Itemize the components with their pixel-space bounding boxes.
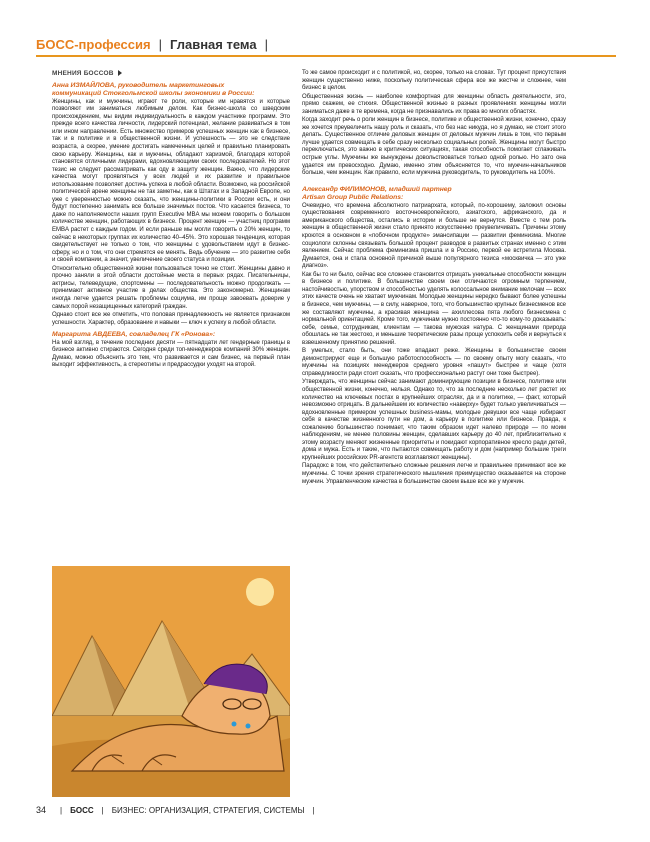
paragraph: Очевидно, что времена абсолютного патриархата, который, по-хорошему, заложил основы существования современного восточноевропейского, азиатского, африканского, да и американского общества, остались в истории и больше не вернутся. Вместе с тем роль женщин в общественной жизни стало принято искусственно преувеличивать. Причины этому кроются в основном в «побочном продукте» эмансипации — развитии феминизма. Многие социологи склонны связывать большой процент разводов в развитых странах именно с этим явлением. Сейчас проблема феминизма пришла и в Россию, первой ее встретила Москва. Думается, она и стала основной причиной выше популярного тезиса «москвичка — это уже диагноз». bbox=[302, 202, 566, 270]
header-separator: | bbox=[158, 36, 162, 52]
paragraph: Когда заходит речь о роли женщин в бизнесе, политике и общественной жизни, конечно, сразу же хочется преувеличить нашу роль и сказать, что без нас никуда, но я думаю, не стоит этого делать. Существенное отличие деловых женщин от деловых мужчин лишь в том, что первым лучше удается совмещать в себе сразу несколько социальных ролей. Женщины могут быстро переключаться, это важно в критических ситуациях, такая способность помогает сглаживать острые углы. Мужчины же вынуждены довольствоваться только одной ролью. Но зато она удается им превосходно. Думаю, именно этим объясняется то, что мужчин-начальников больше, чем женщин. Как правило, если мужчина руководитель, то руководитель на 100%. bbox=[302, 117, 566, 177]
left-column bbox=[52, 70, 290, 371]
page-number: 34 bbox=[36, 805, 47, 815]
paragraph: Утверждать, что женщины сейчас занимают доминирующие позиции в бизнесе, политике или общественной жизни, конечно, нельзя. Однако то, что за последние несколько лет растет их количество на ключевых постах в крупнейших отраслях, да и в политике, — факт, который невозможно отрицать. В дальнейшем их количество «наверху» будет только увеличиваться — вдохновленные примером успешных business-мамы, молодые девушки все чаще избирают себя в качестве жизненного пути не дом, а карьеру в политике или бизнесе. Правда, к сожалению большинство понимает, что таким образом идет налево природе — по моим наблюдениям, не менее половины женщин, сделавших карьеру до 40 лет, приблизительно к этому возрасту меняют жизненные приоритеты и покидают корпоративное кресло ради детей, дома и мужа. Есть и такие, что пытаются совмещать работу и дом (например большие треги крупнейших российских PR-агентств возглавляют женщины). bbox=[302, 379, 566, 461]
speaker-3-name: Александр ФИЛИМОНОВ, младший партнер bbox=[302, 185, 452, 193]
footer-separator: | bbox=[60, 805, 63, 815]
speaker-2-name: Маргарита АВДЕЕВА, совладелец ГК «Ронова»: bbox=[52, 331, 216, 339]
speaker-3-role: Artisan Group Public Relations: bbox=[302, 194, 404, 202]
paragraph: То же самое происходит и с политикой, но, скорее, только на словах. Тут процент присутствия женщин существенно ниже, поскольку политическая сфера все же жестче и сложнее, чем бизнес в целом. bbox=[302, 70, 566, 92]
speaker-1-role: коммуникаций Стокгольмской школы экономики в России: bbox=[52, 90, 255, 98]
paragraph: Как бы то ни было, сейчас все сложнее становится отрицать уникальные способности женщин в бизнесе и политике. В большинстве своем они отличаются огромным терпением, настойчивостью, упорством и способностью уделять колоссальное внимание мелочам — всех этих качеств очень не хватает мужчинам. Молодые женщины нередко бывают более успешны в бизнесе, чем мужчины, — в силу, наверное, того, что большинство крупных бизнесменов все же составляют мужчины, а красивая женщина — ахиллесова пята любого бизнесмена с нормальной ориентацией. Кроме того, мужчинам нужно постоянно что-то кому-то доказывать: себе, семье, сотрудникам, клиентам — такова мужская натура. С женщинами природа обошлась не так жестоко, и меньшие теоретические разы проще успокоить себя и вернуться к взвешенному принятию решений. bbox=[302, 271, 566, 346]
paragraph: На мой взгляд, в течение последних десяти — пятнадцати лет гендерные границы в бизнесе активно стираются. Сегодня среди топ-менеджеров компаний 30% женщин. Думаю, можно объяснить это тем, что развивается и сам бизнес, на первый план выходит эффективность, а стереотипы и предрассудки уходят на второй. bbox=[52, 339, 290, 369]
paragraph: Общественная жизнь — наиболее комфортная для женщины область деятельности, это, прямо скажем, ее стихия. Общественной жизнью в разных проявлениях женщины могли заниматься даже в те времена, когда не признавались их права во многих областях. bbox=[302, 93, 566, 115]
sphinx-illustration bbox=[52, 566, 290, 797]
sphinx-illustration-art bbox=[52, 566, 290, 797]
right-column bbox=[302, 70, 566, 487]
opinion-heading bbox=[52, 70, 290, 78]
opinion-label: МНЕНИЯ БОССОВ bbox=[52, 70, 114, 77]
section-title: Главная тема bbox=[170, 36, 257, 52]
paragraph: Относительно общественной жизни пользоваться точно не стоит. Женщины давно и прочно заняли в этой области достойные места в первых рядах. Писательницы, актрисы, телеведущие, спортсмены — последовательность можно продолжать — принимают активное участие в делах общества. Это закономерно. Женщинам иногда легче удается решать проблемы социума, им проще завоевать доверие у самых порой незащищенных категорий граждан. bbox=[52, 265, 290, 310]
footer-text: БИЗНЕС: ОРГАНИЗАЦИЯ, СТРАТЕГИЯ, СИСТЕМЫ bbox=[111, 805, 305, 815]
page-header bbox=[36, 33, 616, 57]
header-separator-right: | bbox=[264, 36, 268, 52]
page-footer bbox=[36, 803, 315, 817]
footer-separator: | bbox=[101, 805, 104, 815]
paragraph: В умелых, стало быть, они тоже впадают реже. Женщины в большинстве своем демонстрируют еще и большую работоспособность — по своему опыту могу сказать, что мужчины на позициях менеджеров среднего уровня «пашут» быстрее и чаще (хотя справедливости ради стоит сказать, что профессионально растут они тоже быстрее). bbox=[302, 348, 566, 377]
paragraph: Женщины, как и мужчины, играют те роли, которые им нравятся и которые позволяют им заниматься любимым делом. Как бизнес-школа со шведским происхождением, мы видим индивидуальность в каждом участнике программ. Это прежде всего качества личности, лидерский потенциал, желание развиваться в том или ином направлении. Есть множество примеров успешных женщин как в бизнесе, так и в политике и в общественной жизни. И успешность — это не следствие возраста, а скорее, умение достигать намеченных целей и правильно планировать свою карьеру. Женщины, как и мужчины, обладают харизмой, благодаря которой становятся отличными лидерами, вдохновляющими своих последователей. Но этот тезис не следует рассматривать как оду в защиту женщин. Важно, что лидерские качества могут проявляться у всех людей и их развитие и правильное использование позволяет достичь успеха в любой области. Возможно, на российской политической арене женщины не так заметны, как в Штатах и в Западной Европе, но уже с уверенностью можно сказать, что женщины-политики в России есть, и они будут постепенно занимать все больше значимых постов. Что касается бизнеса, то даже по наполняемости наших групп Executive MBA мы можем говорить о большом количестве женщин, работающих в бизнесе. Процент женщин — участниц программ EMBA растет с каждым годом. И если раньше мы могли говорить о 20% женщин, то сейчас в некоторых группах их количество 40–45%. Это хорошая тенденция, которая свидетельствует не только о том, что женщины с удовольствием идут в бизнес-сферу, но и о том, что они стремятся ее менять. Ведь обучение — это развитие себя и своей компании, а значит, увеличение своего статуса и позиции. bbox=[52, 98, 290, 264]
paragraph: Однако стоит все же отметить, что половая принадлежность не является признаком успешности. Характер, образование и навыки — ключ к успеху в любой области. bbox=[52, 312, 290, 326]
magazine-section-brand: БОСС-профессия bbox=[36, 36, 151, 52]
speaker-1-name: Анна ИЗМАЙЛОВА, руководитель маркетинговых bbox=[52, 81, 225, 89]
triangle-right-icon bbox=[118, 70, 122, 76]
footer-separator: | bbox=[312, 805, 315, 815]
footer-brand: БОСС bbox=[70, 805, 94, 815]
paragraph: Парадокс в том, что действительно сложные решения легче и правильнее принимают все же мужчины. С точки зрения стратегического мышления преимущество оказывается на стороне мужчин. Управленческие качества в большинстве своем выше все же у мужчин. bbox=[302, 463, 566, 485]
